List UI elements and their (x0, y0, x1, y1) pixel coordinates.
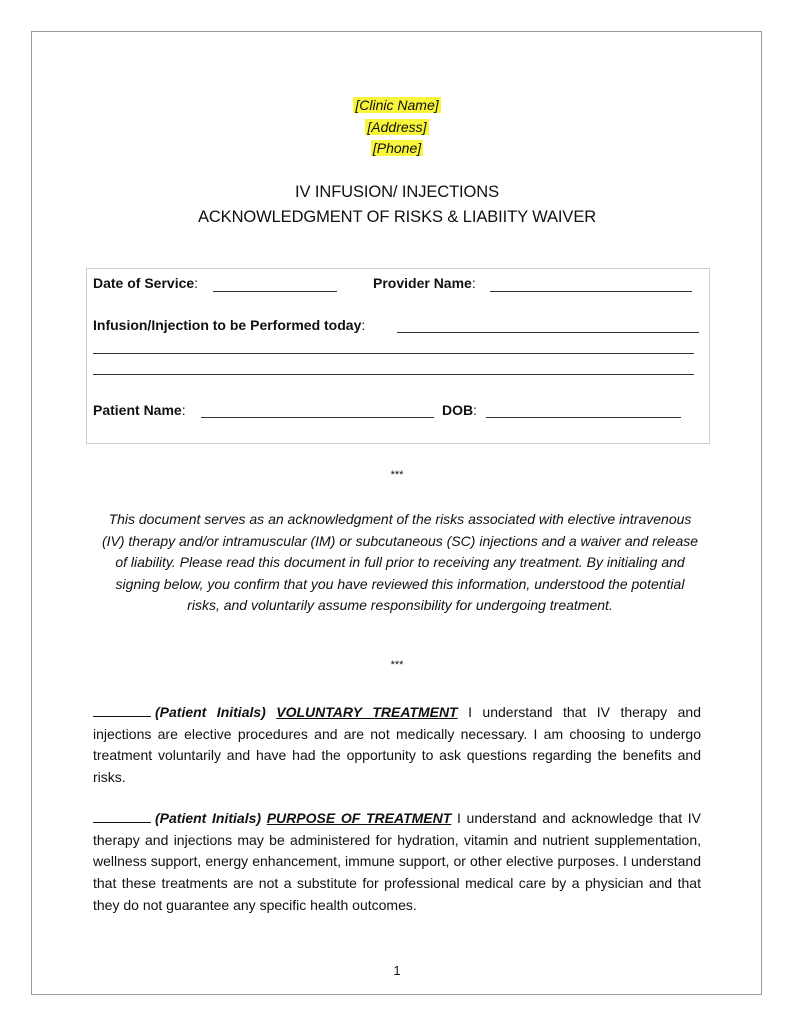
date-of-service-label: Date of Service: (93, 275, 199, 291)
dob-label: DOB: (442, 402, 478, 418)
date-of-service-field[interactable] (213, 291, 337, 292)
section-purpose-of-treatment (93, 808, 701, 917)
separator-1: *** (390, 469, 404, 481)
procedure-field-line-2[interactable] (93, 353, 694, 354)
clinic-phone: [Phone] (372, 140, 422, 156)
document-title (0, 180, 794, 230)
clinic-address: [Address] (367, 118, 427, 135)
page-number: 1 (393, 963, 401, 978)
initials-blank[interactable] (93, 705, 151, 717)
initials-label: (Patient Initials) (155, 704, 266, 720)
intro-paragraph: This document serves as an acknowledgment of the risks associated with elective intravenous (IV) therapy and/or intramuscular (IM) or subcutaneous (SC) injections and a waiver and release of liability. Please read this document in full prior to receiving any treatment. By initialing and signing below, you confirm that you have reviewed this information, understood the potential risks, and voluntarily assume responsibility for undergoing treatment. (101, 511, 699, 614)
section-voluntary-treatment (93, 702, 701, 789)
title-line-1: IV INFUSION/ INJECTIONS (295, 183, 499, 201)
procedure-field-line-3[interactable] (93, 374, 694, 375)
section-heading: VOLUNTARY TREATMENT (276, 704, 458, 720)
procedure-label: Infusion/Injection to be Performed today: (93, 317, 366, 333)
section-text: I understand that IV therapy and injections are elective procedures and are not medically necessary. I am choosing to undergo treatment voluntarily and have had the opportunity to ask questions regarding the benefits and risks. (93, 704, 701, 786)
provider-name-label: Provider Name: (373, 275, 476, 291)
patient-name-label: Patient Name: (93, 402, 186, 418)
initials-label: (Patient Initials) (155, 810, 262, 826)
dob-field[interactable] (486, 417, 681, 418)
separator-2: *** (390, 659, 404, 671)
clinic-header (0, 95, 794, 160)
procedure-field[interactable] (397, 332, 699, 333)
clinic-name: [Clinic Name] (355, 97, 439, 113)
provider-name-field[interactable] (490, 291, 692, 292)
section-heading: PURPOSE OF TREATMENT (266, 810, 452, 826)
patient-name-field[interactable] (201, 417, 434, 418)
initials-blank[interactable] (93, 811, 151, 823)
title-line-2: ACKNOWLEDGMENT OF RISKS & LIABIITY WAIVER (197, 208, 597, 226)
section-text: I understand and acknowledge that IV therapy and injections may be administered for hydration, vitamin and nutrient supplementation, wellness support, energy enhancement, immune support, or other elective purposes. I understand that these treatments are not a substitute for professional medical care by a physician and that they do not guarantee any specific health outcomes. (93, 810, 701, 913)
